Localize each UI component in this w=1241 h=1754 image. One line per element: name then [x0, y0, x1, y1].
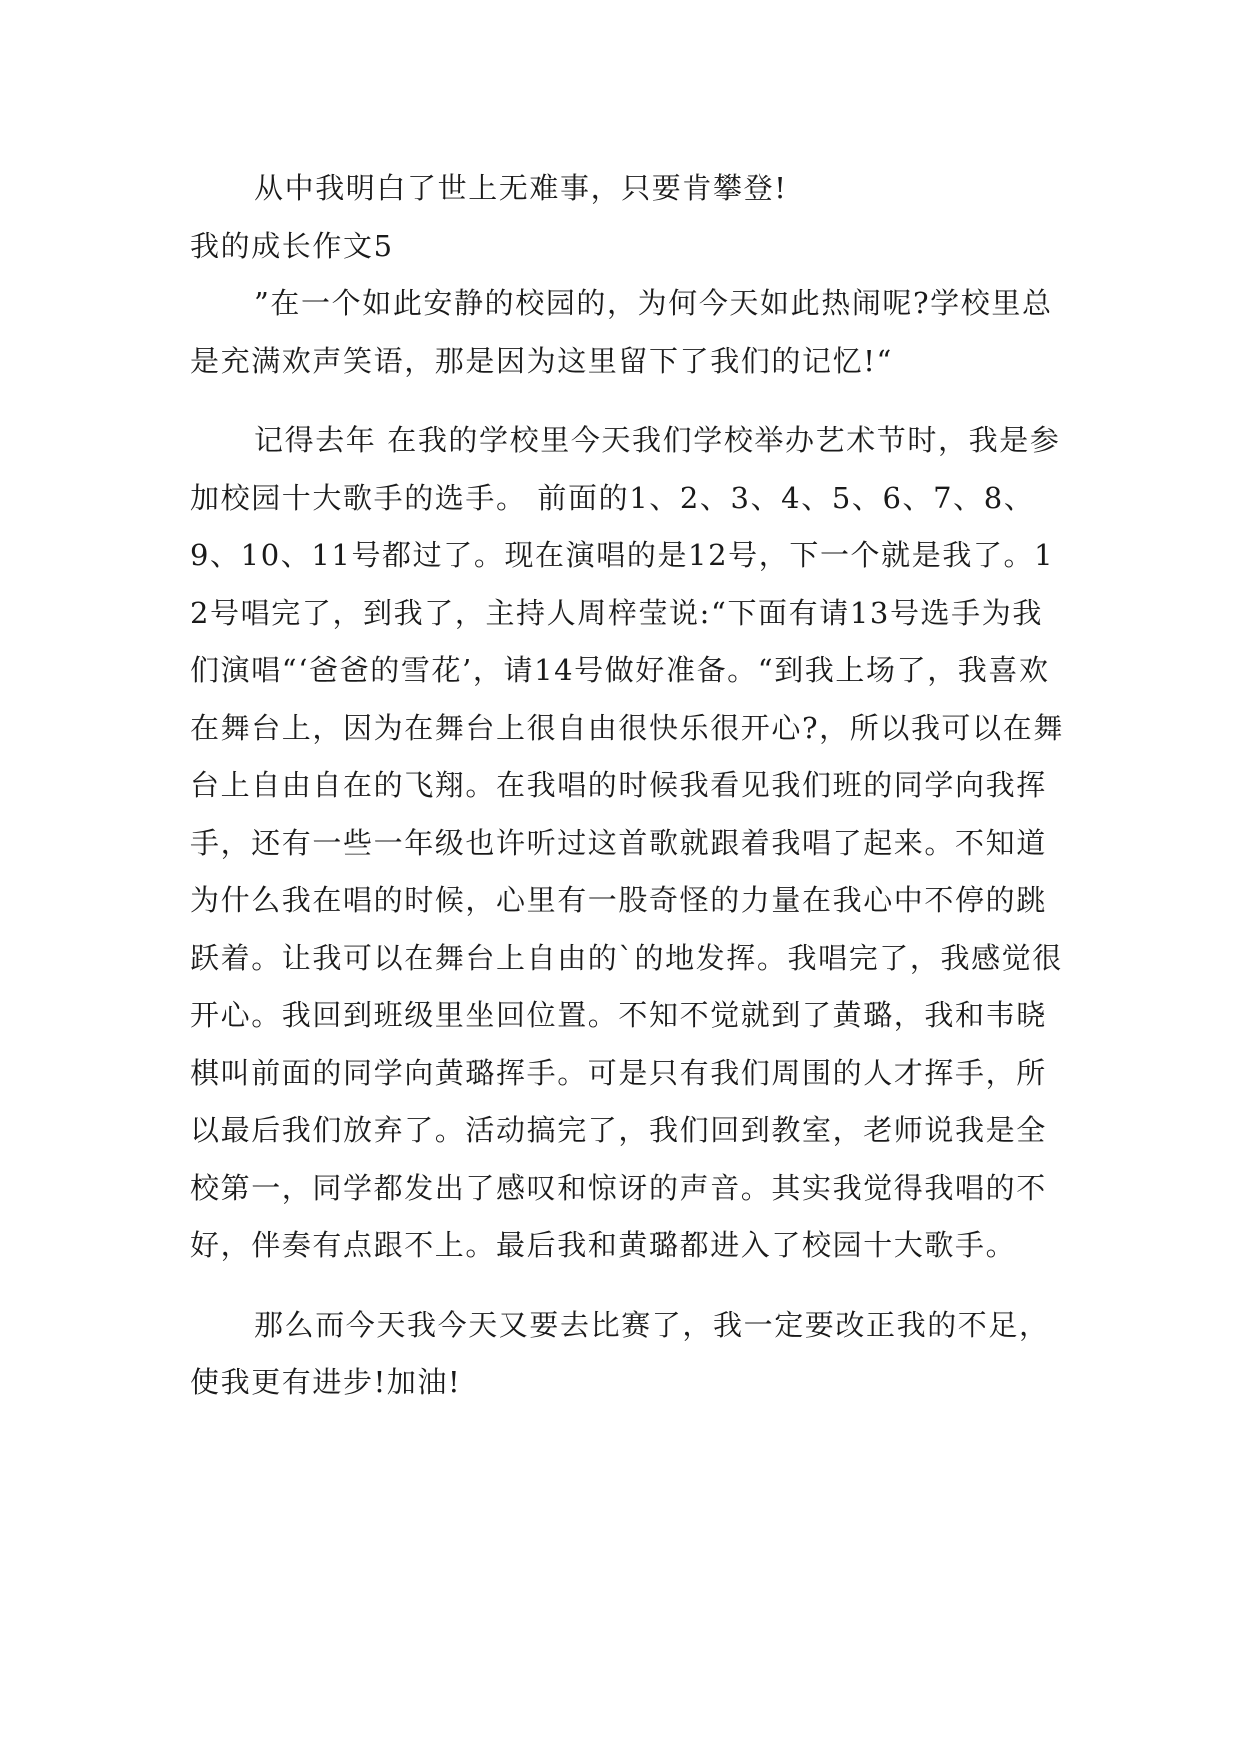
document-body — [190, 160, 1070, 1412]
intro-paragraph: 从中我明白了世上无难事，只要肯攀登! — [254, 171, 788, 205]
paragraph-1: ”在一个如此安静的校园的，为何今天如此热闹呢?学校里总是充满欢声笑语，那是因为这里留下了我们的记忆!“ — [190, 286, 1053, 378]
paragraph-2: 记得去年 在我的学校里今天我们学校举办艺术节时，我是参加校园十大歌手的选手。 前面的1、2、3、4、5、6、7、8、9、10、11号都过了。现在演唱的是12号，下一个就是我了。12号唱完了，到我了，主持人周梓莹说:“下面有请13号选手为我们演唱“‘爸爸的雪花’，请14号做好准备。“到我上场了，我喜欢在舞台上，因为在舞台上很自由很快乐很开心?，所以我可以在舞台上自由自在的飞翔。在我唱的时候我看见我们班的同学向我挥手，还有一些一年级也许听过这首歌就跟着我唱了起来。不知道为什么我在唱的时候，心里有一股奇怪的力量在我心中不停的跳跃着。让我可以在舞台上自由的`的地发挥。我唱完了，我感觉很开心。我回到班级里坐回位置。不知不觉就到了黄璐，我和韦晓棋叫前面的同学向黄璐挥手。可是只有我们周围的人才挥手，所以最后我们放弃了。活动搞完了，我们回到教室，老师说我是全校第一，同学都发出了感叹和惊讶的声音。其实我觉得我唱的不好，伴奏有点跟不上。最后我和黄璐都进入了校园十大歌手。 — [190, 423, 1064, 1262]
paragraph-3: 那么而今天我今天又要去比赛了，我一定要改正我的不足，使我更有进步!加油! — [190, 1307, 1050, 1399]
essay-title: 我的成长作文5 — [190, 228, 394, 263]
